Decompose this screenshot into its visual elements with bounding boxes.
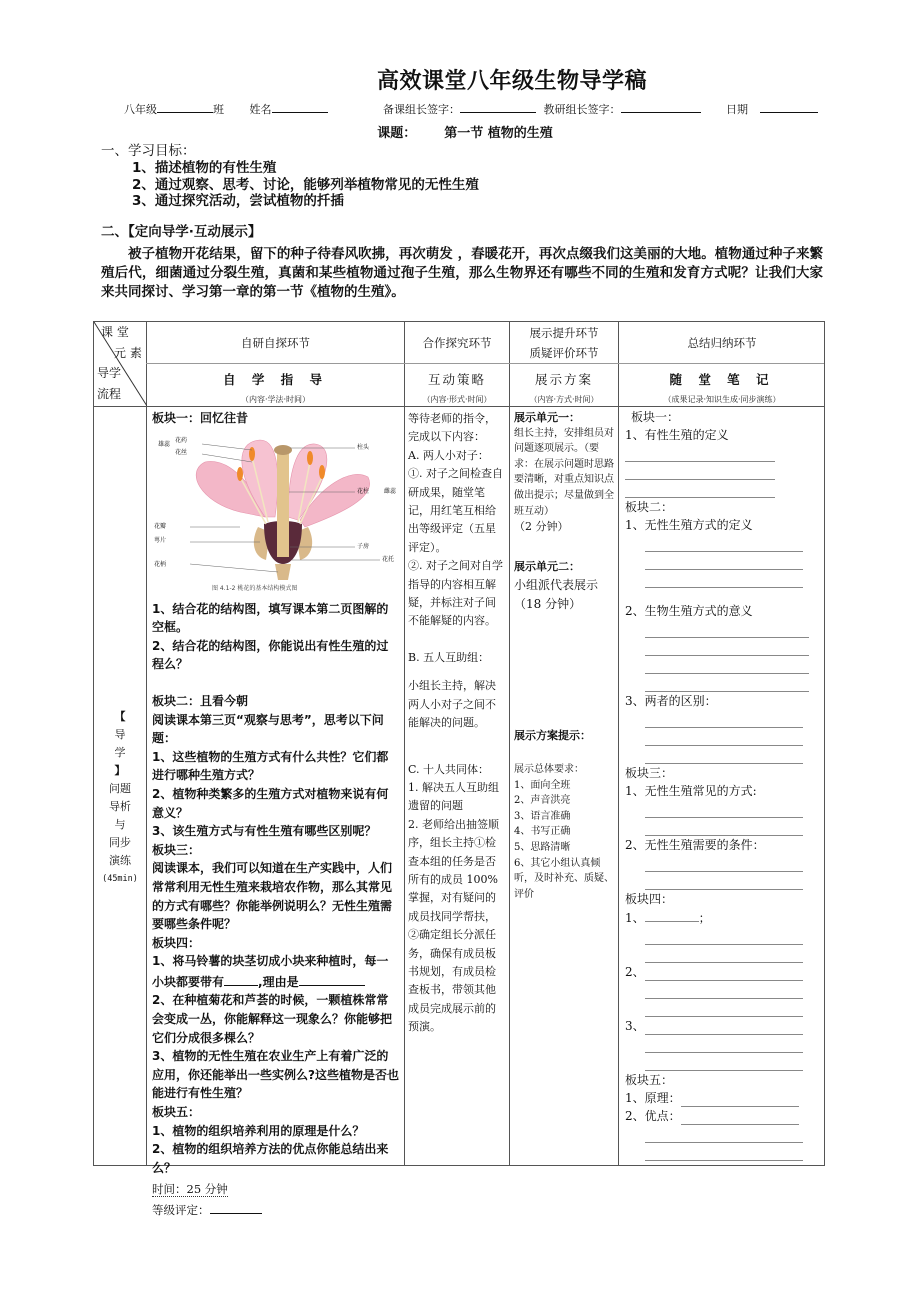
notes-b2-title: 板块二： bbox=[625, 500, 674, 514]
date-blank[interactable] bbox=[760, 101, 818, 113]
flower-label-sepal: 萼片 bbox=[154, 536, 167, 544]
block5-title: 板块五： bbox=[152, 1105, 201, 1120]
subheader-sub: （内容·方式·时间） bbox=[529, 395, 599, 404]
corner-bottom1: 导学 bbox=[97, 366, 122, 380]
block5-question: 2、植物的组织培养方法的优点你能总结出来么？ bbox=[152, 1142, 389, 1175]
answer-line[interactable] bbox=[645, 656, 809, 674]
block4-blank-1[interactable] bbox=[224, 971, 258, 986]
notes-b3-title: 板块三： bbox=[625, 766, 674, 780]
left-line: 问题 bbox=[109, 782, 131, 795]
flower-label-style: 花柱 bbox=[357, 487, 370, 495]
left-column-label bbox=[94, 708, 146, 888]
notes-b2-q2: 2、生物生殖方式的意义 bbox=[625, 604, 753, 618]
block5-question: 1、植物的组织培养利用的原理是什么？ bbox=[152, 1123, 365, 1138]
header-display bbox=[510, 322, 618, 363]
answer-line[interactable] bbox=[645, 638, 809, 656]
answer-line[interactable] bbox=[625, 480, 775, 498]
answer-line[interactable] bbox=[645, 620, 809, 638]
name-label: 姓名 bbox=[249, 103, 272, 116]
block4-question: 2、在种植菊花和芦荟的时候，一颗植株常常会变成一丛，你能解释这一现象么？你能够把它们分成很多棵么？ bbox=[152, 993, 393, 1045]
answer-line[interactable] bbox=[681, 1089, 799, 1107]
intro-paragraph: 被子植物开花结果，留下的种子待春风吹拂，再次萌发 ，春暖花开，再次点缀我们这美丽的大地。植物通过种子来繁殖后代，细菌通过分裂生殖，真菌和某些植物通过孢子生殖，那么生物界还有哪些不同的生殖和发育方式呢？让我们大家来共同探讨、学习第一章的第一节《植物的生殖》。 bbox=[101, 246, 823, 300]
flower-label-stigma: 柱头 bbox=[357, 443, 370, 451]
notes-b4-item3 bbox=[625, 1017, 815, 1035]
subheader-title: 互动策略 bbox=[427, 372, 486, 387]
answer-blank[interactable] bbox=[645, 908, 699, 922]
answer-line[interactable] bbox=[645, 927, 803, 945]
coop-a2: ②. 对子之间对自学指导的内容相互解疑，并标注对子间不能解疑的内容。 bbox=[408, 559, 503, 628]
answer-line[interactable] bbox=[681, 1107, 799, 1125]
name-blank[interactable] bbox=[272, 101, 328, 113]
block1-question: 2、结合花的结构图，你能说出有性生殖的过程么？ bbox=[152, 638, 389, 672]
block4-question: 3、植物的无性生殖在农业生产上有着广泛的应用，你还能举出一些实例么?这些植物是否也能进行有性生殖？ bbox=[152, 1049, 399, 1101]
block2-question: 2、植物种类繁多的生殖方式对植物来说有何意义？ bbox=[152, 786, 389, 820]
block4-title: 板块四： bbox=[152, 935, 201, 950]
answer-line[interactable] bbox=[645, 674, 809, 692]
class-blank[interactable] bbox=[157, 101, 213, 113]
flower-label-ovary: 子房 bbox=[357, 542, 370, 550]
display-column bbox=[514, 410, 616, 902]
answer-line[interactable] bbox=[645, 570, 803, 588]
grade-eval-row bbox=[152, 1201, 400, 1220]
display-tips-title: 展示方案提示： bbox=[514, 729, 591, 743]
left-line: (45min) bbox=[102, 874, 138, 884]
left-text: 导 bbox=[114, 728, 126, 741]
notes-b4-n1: 1、 bbox=[625, 911, 645, 925]
display-unit2-text: 小组派代表展示 bbox=[514, 578, 599, 593]
subheader-title: 随 堂 笔 记 bbox=[669, 372, 775, 387]
answer-line[interactable] bbox=[645, 945, 803, 963]
subheader-title: 自 学 指 导 bbox=[222, 372, 329, 387]
display-req-item: 1、面向全班 bbox=[514, 779, 571, 791]
answer-line[interactable] bbox=[645, 854, 803, 872]
display-req-item: 6、其它小组认真倾听，及时补充、质疑、评价 bbox=[514, 857, 614, 900]
notes-b2-q1: 1、无性生殖方式的定义 bbox=[625, 518, 753, 532]
answer-line[interactable] bbox=[625, 462, 775, 480]
grade-eval-label: 等级评定： bbox=[152, 1203, 210, 1217]
flower-label-stamen: 雄蕊 bbox=[158, 440, 171, 448]
coop-a-title: A. 两人小对子： bbox=[408, 448, 489, 462]
display-unit1-time: （2 分钟） bbox=[514, 520, 569, 534]
figure-caption: 图 4.1-2 桃花的基本结构模式图 bbox=[212, 584, 298, 592]
display-unit1-text: 组长主持，安排组员对问题逐项展示。（要求：在展示问题时思路要清晰，对重点知识点做出提示；尽量做到全班互动） bbox=[514, 427, 614, 517]
notes-b3-q2: 2、无性生殖需要的条件： bbox=[625, 838, 765, 852]
notes-b5-item1 bbox=[625, 1089, 815, 1107]
subheader-sub: （内容·学法·时间） bbox=[240, 395, 311, 404]
header-summary bbox=[619, 322, 825, 363]
cooperation-column bbox=[408, 410, 506, 1037]
page-title bbox=[0, 64, 780, 95]
notes-b1-q1: 1、有性生殖的定义 bbox=[625, 428, 729, 442]
signature-row bbox=[124, 101, 824, 117]
block2-question: 3、该生殖方式与有性生殖有哪些区别呢？ bbox=[152, 824, 377, 839]
section2-heading: 二、【定向导学·互动展示】 bbox=[101, 224, 262, 240]
grade-label: 八年级 bbox=[124, 103, 157, 116]
research-leader-label: 教研组长签字： bbox=[543, 103, 621, 116]
block3-title: 板块三： bbox=[152, 842, 201, 857]
flower-label-pistil: 雌蕊 bbox=[384, 487, 397, 495]
display-req-title: 展示总体要求： bbox=[514, 763, 584, 775]
display-req-item: 2、声音洪亮 bbox=[514, 795, 571, 807]
answer-line[interactable] bbox=[645, 1143, 803, 1161]
flower-label-petal: 花瓣 bbox=[154, 522, 167, 530]
answer-line[interactable] bbox=[645, 872, 803, 890]
display-unit2-title: 展示单元二： bbox=[514, 559, 580, 573]
display-unit2-time: （18 分钟） bbox=[514, 597, 582, 612]
block4-blank-2[interactable] bbox=[299, 971, 365, 986]
header-label: 质疑评价环节 bbox=[529, 345, 599, 360]
display-unit1-title: 展示单元一： bbox=[514, 411, 580, 424]
prep-leader-label: 备课组长签字： bbox=[383, 103, 460, 116]
date-label: 日期 bbox=[726, 103, 748, 116]
notes-b4-n2: 2、 bbox=[625, 965, 645, 979]
coop-a1: ①. 对子之间检查自研成果，随堂笔记，用红笔互相给出等级评定（五星评定）。 bbox=[408, 467, 503, 554]
subheader-title: 展示方案 bbox=[534, 372, 593, 387]
header-label: 合作探究环节 bbox=[422, 335, 492, 350]
notes-b4-n3: 3、 bbox=[625, 1019, 645, 1033]
flower-label-anther: 花药 bbox=[175, 436, 188, 444]
left-line: 同步 bbox=[109, 836, 131, 849]
block3-text: 阅读课本，我们可以知道在生产实践中，人们常常利用无性生殖来栽培农作物，那么其常见的方式有哪些？你能举例说明么？无性生殖需要哪些条件呢？ bbox=[152, 861, 393, 932]
flower-diagram bbox=[152, 428, 400, 596]
time-label: 时间：25 分钟 bbox=[152, 1182, 228, 1197]
header-label: 总结归纳环节 bbox=[687, 335, 757, 350]
coop-c1: 1. 解决五人互助组遗留的问题 bbox=[408, 780, 499, 813]
self-study-column bbox=[152, 409, 400, 1220]
flower-label-pedicel: 花柄 bbox=[154, 560, 167, 568]
answer-line[interactable] bbox=[645, 1053, 803, 1071]
grade-eval-blank[interactable] bbox=[210, 1201, 262, 1214]
objectives-heading: 一、学习目标： bbox=[101, 143, 196, 159]
notes-b5-item2 bbox=[625, 1107, 815, 1125]
notes-b1-title: 板块一： bbox=[631, 410, 680, 424]
class-label: 班 bbox=[213, 103, 224, 116]
answer-line[interactable] bbox=[645, 818, 803, 836]
flower-label-receptacle: 花托 bbox=[382, 555, 395, 563]
notes-b4-semicolon: ； bbox=[698, 911, 711, 925]
lesson-plan-table bbox=[93, 321, 825, 1217]
notes-b5-title: 板块五： bbox=[625, 1073, 674, 1087]
block4-question-1 bbox=[152, 952, 400, 991]
page-title-text: 高效课堂八年级生物导学稿 bbox=[376, 69, 647, 94]
lesson-label: 课题： bbox=[377, 126, 417, 141]
prep-leader-blank[interactable] bbox=[460, 101, 536, 113]
left-line: 演练 bbox=[109, 854, 131, 867]
left-line: 导析 bbox=[109, 800, 131, 813]
coop-b-text: 小组长主持，解决两人小对子之间不能解决的问题。 bbox=[408, 679, 496, 730]
header-label: 自研自探环节 bbox=[241, 335, 310, 350]
objective-item: 3、通过探究活动，尝试植物的扦插 bbox=[132, 193, 344, 209]
block2-intro: 阅读课本第三页“观察与思考”，思考以下问题： bbox=[152, 712, 384, 746]
subheader-display bbox=[510, 364, 618, 406]
coop-c2: 2. 老师给出抽签顺序，组长主持①检查本组的任务是否所有的成员 100%掌握，对有疑问的成员找同学帮扶，②确定组长分派任务，确保有成员板书规划，有成员检查板书，带领其他成员完成展示前的预演。 bbox=[408, 817, 499, 1034]
answer-line[interactable] bbox=[645, 963, 803, 981]
answer-line[interactable] bbox=[645, 534, 803, 552]
display-req-item: 3、语言准确 bbox=[514, 810, 571, 822]
subheader-self-study bbox=[147, 364, 404, 406]
answer-line[interactable] bbox=[645, 746, 803, 764]
notes-b5-q1: 1、原理： bbox=[625, 1091, 681, 1105]
notes-b4-item2 bbox=[625, 963, 815, 981]
block1-title: 板块一：回忆往昔 bbox=[152, 411, 249, 425]
coop-c-title: C. 十人共同体： bbox=[408, 762, 490, 776]
notes-b4-item1 bbox=[625, 908, 815, 927]
header-self-study bbox=[147, 322, 404, 363]
lesson-title: 第一节 植物的生殖 bbox=[444, 126, 553, 141]
coop-b-title: B. 五人互助组： bbox=[408, 650, 490, 664]
answer-line[interactable] bbox=[645, 800, 803, 818]
answer-line[interactable] bbox=[645, 1125, 803, 1143]
answer-line[interactable] bbox=[645, 728, 803, 746]
display-req-item: 5、思路清晰 bbox=[514, 841, 571, 853]
block2-question: 1、这些植物的生殖方式有什么共性？它们都进行哪种生殖方式？ bbox=[152, 749, 389, 783]
block4-q1-text: 1、将马铃薯的块茎切成小块来种植时，每一小块都要带有 bbox=[152, 954, 389, 989]
notes-b3-q1: 1、无性生殖常见的方式: bbox=[625, 784, 757, 798]
bracket-open: 【 bbox=[114, 710, 126, 723]
display-req-item: 4、书写正确 bbox=[514, 826, 571, 838]
notes-b2-q3: 3、两者的区别： bbox=[625, 694, 717, 708]
answer-line[interactable] bbox=[645, 1017, 803, 1035]
corner-top1: 课 堂 bbox=[101, 325, 129, 339]
left-line: 与 bbox=[114, 818, 126, 831]
notes-b4-title: 板块四： bbox=[625, 892, 674, 906]
block1-question: 1、结合花的结构图，填写课本第二页图解的空框。 bbox=[152, 601, 389, 635]
research-leader-blank[interactable] bbox=[621, 101, 701, 113]
answer-line[interactable] bbox=[645, 999, 803, 1017]
coop-intro: 等待老师的指令，完成以下内容： bbox=[408, 412, 496, 444]
header-label: 展示提升环节 bbox=[529, 325, 599, 340]
subheader-sub: （成果记录·知识生成·同步演练） bbox=[663, 395, 781, 404]
bracket-close: 】 bbox=[114, 764, 126, 777]
corner-top2: 元 素 bbox=[114, 346, 142, 360]
objective-item: 1、描述植物的有性生殖 bbox=[132, 160, 277, 176]
answer-line[interactable] bbox=[645, 710, 803, 728]
answer-line[interactable] bbox=[645, 1035, 803, 1053]
answer-line[interactable] bbox=[645, 552, 803, 570]
left-text: 学 bbox=[114, 746, 126, 759]
objective-item: 2、通过观察、思考、讨论，能够列举植物常见的无性生殖 bbox=[132, 177, 479, 193]
subheader-summary bbox=[619, 364, 825, 406]
subheader-sub: （内容·形式·时间） bbox=[422, 395, 492, 404]
answer-line[interactable] bbox=[625, 444, 775, 462]
header-cooperation bbox=[405, 322, 509, 363]
notes-b5-q2: 2、优点： bbox=[625, 1109, 681, 1123]
block2-title: 板块二：且看今朝 bbox=[152, 693, 249, 708]
block4-q1-reason: ,理由是 bbox=[258, 974, 299, 989]
flower-label-filament: 花丝 bbox=[175, 448, 188, 456]
subheader-cooperation bbox=[405, 364, 509, 406]
answer-line[interactable] bbox=[645, 981, 803, 999]
flower-illustration bbox=[180, 432, 390, 582]
corner-bottom2: 流程 bbox=[97, 387, 122, 401]
notes-column bbox=[625, 408, 815, 1161]
